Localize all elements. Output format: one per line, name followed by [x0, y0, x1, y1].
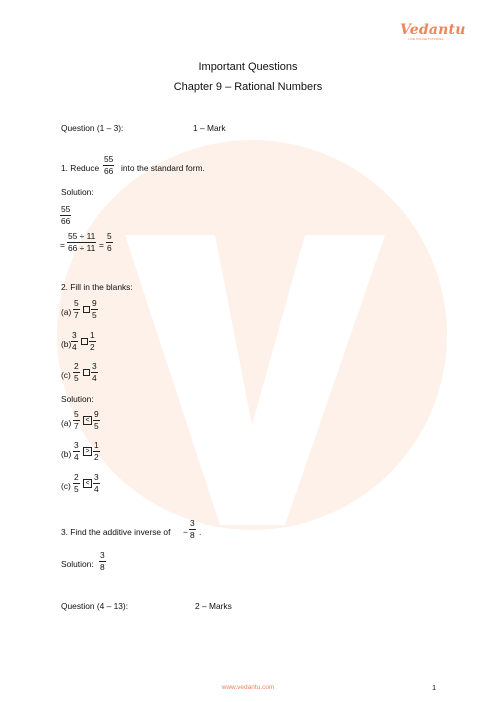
- fraction-denominator: 5: [74, 373, 79, 383]
- q2-item-a-right-fraction: [91, 298, 98, 321]
- fraction-denominator: 2: [94, 452, 99, 462]
- q2-answer-c-right-fraction: [93, 472, 100, 495]
- fraction-denominator: 4: [72, 342, 77, 352]
- fraction-numerator: 1: [94, 440, 99, 450]
- fraction-denominator: 5: [92, 310, 97, 320]
- q2-answer-c-label: (c): [61, 481, 71, 491]
- q2-item-b-label: (b): [61, 339, 72, 349]
- q2-title: 2. Fill in the blanks:: [61, 282, 133, 292]
- page-title: Important Questions: [198, 61, 298, 73]
- q3-period: .: [199, 527, 202, 537]
- fraction-denominator: 5: [74, 484, 79, 494]
- fraction-numerator: 3: [92, 361, 97, 371]
- fraction-numerator: 55: [61, 204, 71, 214]
- q1-step2-fraction: [67, 231, 96, 254]
- chapter-title: Chapter 9 – Rational Numbers: [173, 81, 323, 93]
- q2-item-c-right-fraction: [91, 361, 98, 384]
- fraction-denominator: 66: [104, 166, 114, 176]
- q2-item-c-blank-box: [83, 369, 90, 376]
- fraction-numerator: 1: [90, 330, 95, 340]
- vedantu-logo: [400, 22, 466, 41]
- fraction-denominator: 7: [74, 421, 79, 431]
- q1-step1-fraction: [60, 204, 71, 227]
- q2-answer-a-left-fraction: [73, 409, 80, 432]
- q2-answer-a-label: (a): [61, 418, 72, 428]
- q2-item-a-left-fraction: [73, 298, 80, 321]
- fraction-denominator: 66 ÷ 11: [68, 243, 96, 253]
- q2-answer-a-symbol: <: [83, 416, 92, 425]
- q2-solution-label: Solution:: [61, 394, 94, 404]
- q1-suffix: into the standard form.: [121, 163, 205, 173]
- q2-answer-b-left-fraction: [73, 440, 80, 463]
- fraction-denominator: 4: [94, 484, 99, 494]
- fraction-denominator: 4: [74, 452, 79, 462]
- fraction-denominator: 8: [190, 530, 195, 540]
- section-2-label: Question (4 – 13):: [61, 601, 129, 611]
- q1-fraction: [103, 154, 114, 177]
- q2-answer-c-symbol: <: [83, 479, 92, 488]
- q2-answer-b-symbol: >: [83, 447, 92, 456]
- fraction-numerator: 2: [74, 472, 79, 482]
- fraction-denominator: 8: [100, 562, 105, 572]
- q1-result-fraction: [106, 231, 113, 254]
- fraction-numerator: 9: [92, 298, 97, 308]
- fraction-numerator: 3: [72, 330, 77, 340]
- fraction-numerator: 3: [74, 440, 79, 450]
- q3-prefix: 3. Find the additive inverse of: [61, 527, 171, 537]
- q1-solution-label: Solution:: [61, 187, 94, 197]
- fraction-denominator: 2: [90, 342, 95, 352]
- fraction-numerator: 3: [94, 472, 99, 482]
- q2-item-b-right-fraction: [89, 330, 96, 353]
- fraction-numerator: 5: [74, 409, 79, 419]
- fraction-numerator: 3: [190, 518, 195, 528]
- q2-item-c-left-fraction: [73, 361, 80, 384]
- fraction-numerator: 5: [74, 298, 79, 308]
- q2-item-a-label: (a): [61, 307, 72, 317]
- fraction-denominator: 5: [94, 421, 99, 431]
- section-1-label: Question (1 – 3):: [61, 123, 124, 133]
- q1-equals-2: =: [99, 240, 104, 250]
- page-number: 1: [432, 683, 437, 692]
- q3-fraction: [189, 518, 196, 541]
- logo-wordmark: Vedantu: [400, 22, 466, 38]
- section-2-marks: 2 – Marks: [195, 601, 232, 611]
- q2-item-a-blank-box: [83, 306, 90, 313]
- fraction-numerator: 55 ÷ 11: [68, 231, 96, 241]
- fraction-denominator: 6: [107, 243, 112, 253]
- q1-equals-1: =: [60, 240, 65, 250]
- footer-url: www.vedantu.com: [221, 684, 275, 691]
- fraction-numerator: 2: [74, 361, 79, 371]
- fraction-numerator: 5: [107, 231, 112, 241]
- q2-answer-b-right-fraction: [93, 440, 100, 463]
- q2-item-b-left-fraction: [71, 330, 78, 353]
- fraction-numerator: 9: [94, 409, 99, 419]
- q1-prefix: 1. Reduce: [61, 163, 100, 173]
- fraction-denominator: 4: [92, 373, 97, 383]
- fraction-denominator: 7: [74, 310, 79, 320]
- section-1-marks: 1 – Mark: [193, 123, 226, 133]
- q2-answer-c-left-fraction: [73, 472, 80, 495]
- logo-tagline: LIVE ONLINE TUTORING: [408, 37, 444, 41]
- q3-minus-sign: −: [183, 527, 188, 537]
- fraction-numerator: 3: [100, 550, 105, 560]
- q3-solution-label: Solution:: [61, 559, 94, 569]
- vedantu-watermark: [55, 125, 450, 545]
- q2-item-b-blank-box: [81, 338, 88, 345]
- q2-answer-b-label: (b): [61, 449, 72, 459]
- q2-answer-a-right-fraction: [93, 409, 100, 432]
- q3-answer-fraction: [99, 550, 106, 573]
- fraction-denominator: 66: [61, 216, 71, 226]
- q2-item-c-label: (c): [61, 370, 71, 380]
- fraction-numerator: 55: [104, 154, 114, 164]
